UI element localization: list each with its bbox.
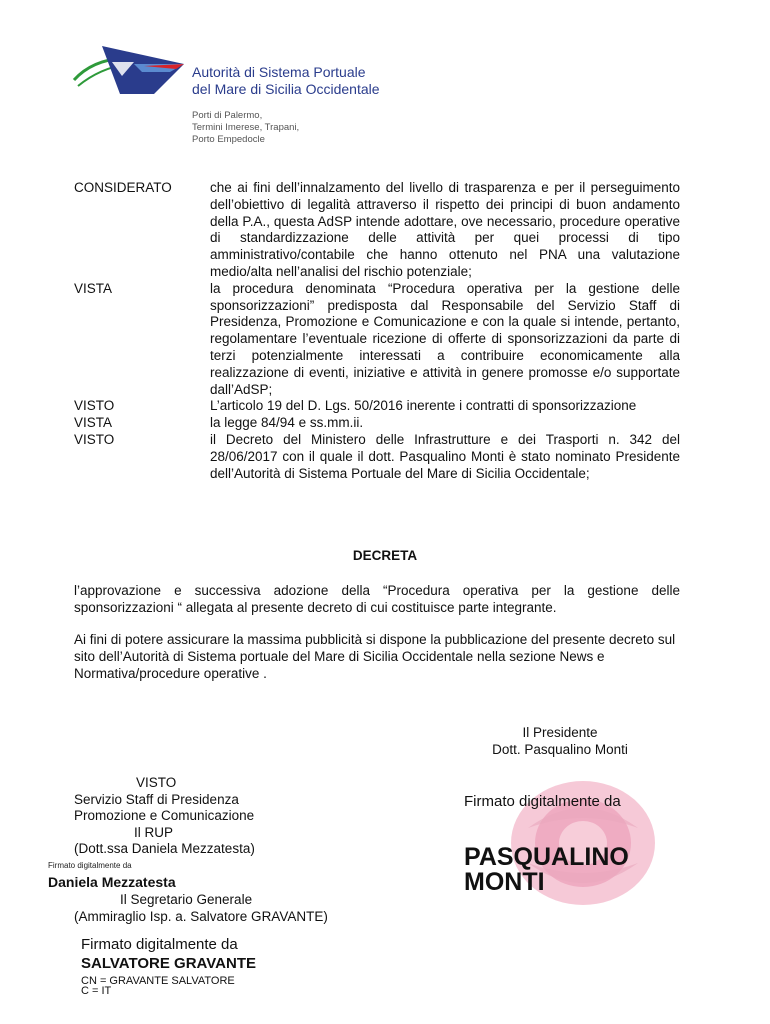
recital-label: VISTO [74,431,115,447]
visto-line2: Promozione e Comunicazione [74,808,255,823]
ports-list [192,110,299,146]
secretary-name: (Ammiraglio Isp. a. Salvatore GRAVANTE) [74,908,328,924]
secretary-signature-caption: Firmato digitalmente da [81,936,238,953]
secretary-signature-details [81,976,235,996]
recital-visto-articolo [74,398,680,415]
recital-vista-procedura [74,281,680,399]
authority-name-line1: Autorità di Sistema Portuale [192,64,366,80]
president-signature-caption: Firmato digitalmente da [464,793,621,810]
secretary-signature-name: SALVATORE GRAVANTE [81,955,257,972]
ports-line2: Termini Imerese, Trapani, [192,122,300,133]
decreta-heading: DECRETA [352,548,418,563]
visto-line1: Servizio Staff di Presidenza [74,791,239,807]
recital-text: L’articolo 19 del D. Lgs. 50/2016 inerente i contratti di sponsorizzazione [210,398,637,414]
recital-vista-legge [74,415,680,432]
ports-line1: Porti di Palermo, [192,110,263,121]
port-authority-emblem-icon [72,42,187,102]
secretary-signature-country: C = IT [81,985,112,997]
secretary-signature-cn: CN = GRAVANTE SALVATORE [81,975,235,987]
decree-paragraph-approval: l’approvazione e successiva adozione della “Procedura operativa per la gestione delle sponsorizzazioni “ allegata al presente decreto di cui costituisce parte integrante. [74,583,680,615]
authority-logo [72,42,402,150]
recital-text: la procedura denominata “Procedura operativa per la gestione delle sponsorizzazioni” predisposta dal Responsabile del Servizio Staff di Presidenza, Promozione e Comunicazione e con la quale si intende, pertanto, regolamentare l’eventuale ricezione di offerte di sponsorizzazioni da parte di terzi potenzialmente interessati a contribuire economicamente alla realizzazione di eventi, iniziative e attività in genere promosse e/o supportate dall’AdSP; [210,280,680,397]
decree-paragraph-publication: Ai fini di potere assicurare la massima pubblicità si dispone la pubblicazione del presente decreto sul sito dell’Autorità di Sistema portuale del Mare di Sicilia Occidentale nella sezione News e Normativa/procedure operative . [74,632,676,681]
ports-line3: Porto Empedocle [192,134,265,145]
president-block [470,724,650,758]
president-title: Il Presidente [522,725,598,740]
recital-label: CONSIDERATO [74,180,172,195]
recital-considerato [74,180,680,281]
rup-signature-name: Daniela Mezzatesta [48,874,176,890]
president-signature-first: PASQUALINO [464,843,629,871]
rup-label: Il RUP [134,824,174,840]
rup-name: (Dott.ssa Daniela Mezzatesta) [74,841,255,856]
secretary-block [74,892,328,925]
recital-text: il Decreto del Ministero delle Infrastrutture e dei Trasporti n. 342 del 28/06/2017 con il quale il dott. Pasqualino Monti è stato nominato Presidente dell’Autorità di Sistema Portuale del Mare di Sicilia Occidentale; [210,431,680,481]
visto-label: VISTO [136,775,177,790]
recital-text: che ai fini dell’innalzamento del livello di trasparenza e per il perseguimento dell’obiettivo di legalità attraverso il rispetto dei principi di buon andamento della P.A., questa AdSP intende adottare, ove necessario, procedure operative di standardizzazione delle attività per quei processi di tipo amministrativo/contabile che hanno ottenuto nel PNA una valutazione medio/alta nell’analisi del rischio potenziale; [210,180,680,279]
recital-label: VISTA [74,280,113,296]
recital-label: VISTO [74,398,115,414]
recital-text: la legge 84/94 e ss.mm.ii. [210,415,364,431]
president-name: Dott. Pasqualino Monti [492,742,628,757]
rup-signature-caption: Firmato digitalmente da [48,861,132,870]
authority-name [192,64,380,98]
president-signature-name [464,845,629,895]
recital-visto-decreto [74,432,680,482]
recital-label: VISTA [74,415,113,431]
authority-name-line2: del Mare di Sicilia Occidentale [192,81,380,97]
president-signature-last: MONTI [464,868,545,896]
visto-block [74,775,255,858]
secretary-title: Il Segretario Generale [120,892,253,907]
recitals [74,180,680,482]
